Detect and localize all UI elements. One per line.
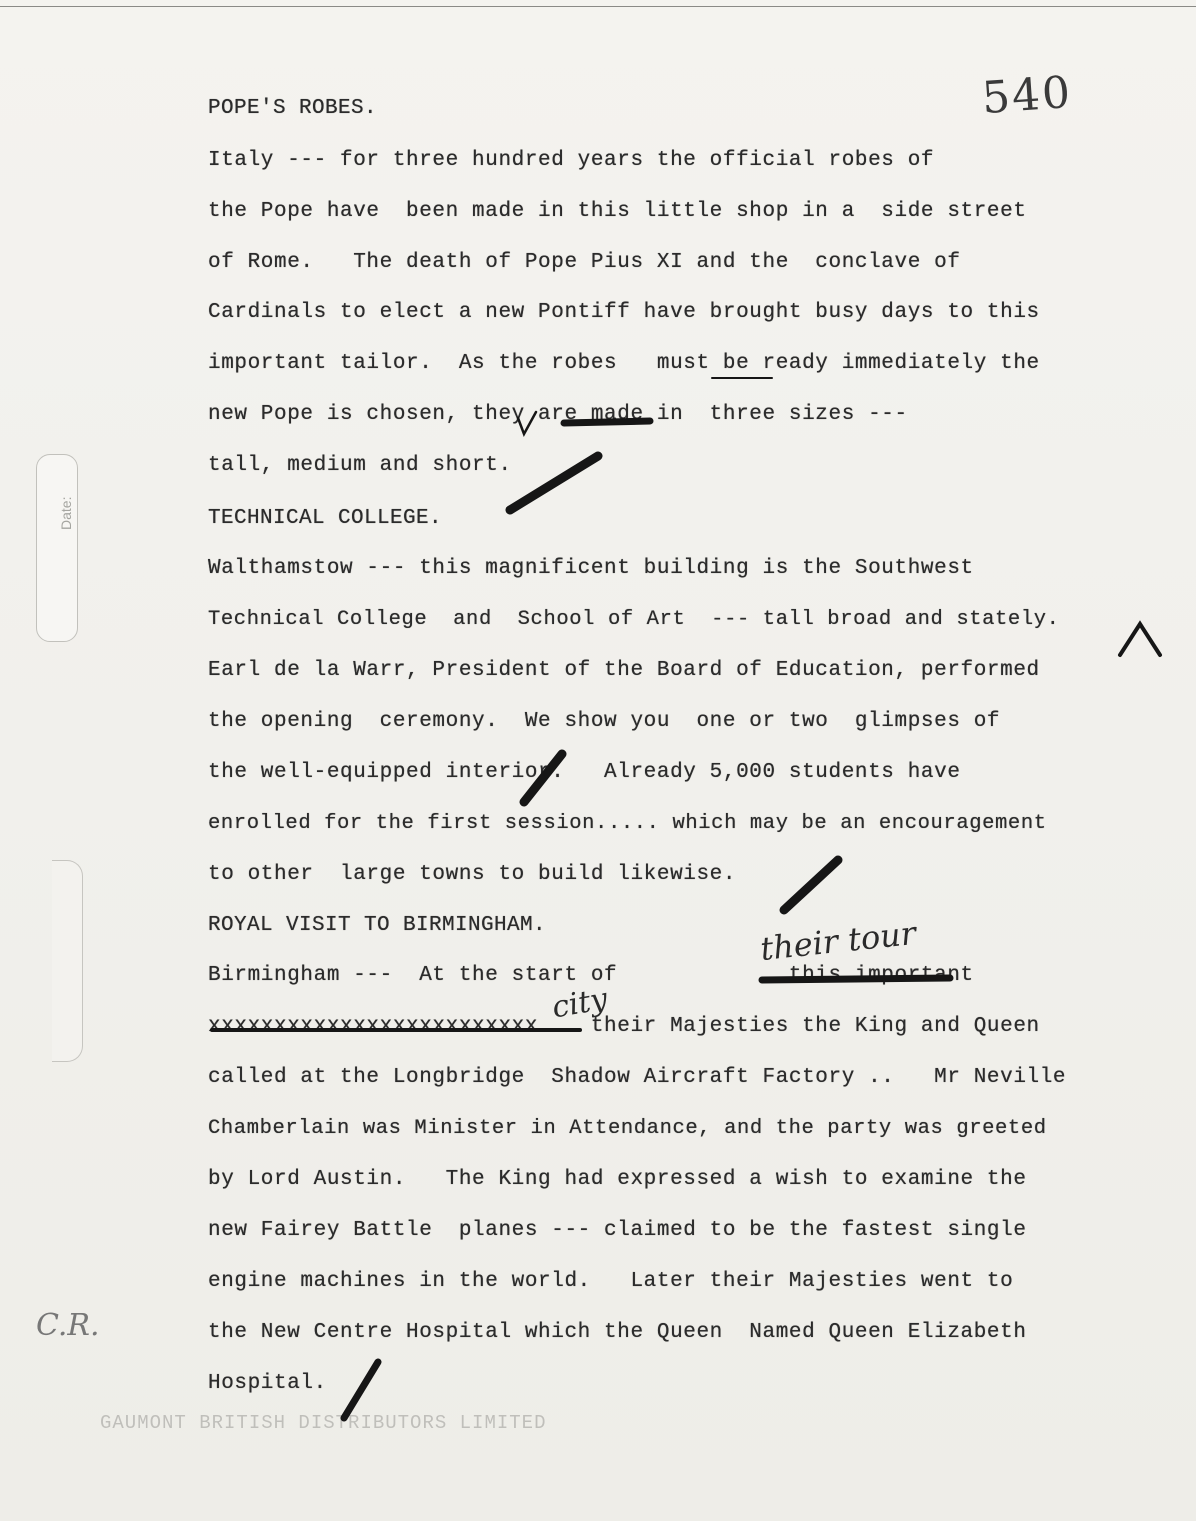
section-heading-technical-college: TECHNICAL COLLEGE. xyxy=(208,507,443,530)
date-stamp-label: Date: xyxy=(58,496,74,530)
page-number: 540 xyxy=(980,66,1074,125)
text-line: to other large towns to build likewise. xyxy=(208,863,737,886)
insert-caret xyxy=(518,412,536,434)
section-heading-royal-visit: ROYAL VISIT TO BIRMINGHAM. xyxy=(208,914,547,937)
handwritten-insert-city: city xyxy=(549,981,611,1026)
text-line: Hospital. xyxy=(208,1372,327,1395)
text-line: the New Centre Hospital which the Queen Named Queen Elizabeth xyxy=(208,1321,1027,1344)
text-line: called at the Longbridge Shadow Aircraft Factory .. Mr Neville xyxy=(208,1066,1067,1089)
text-line: new Pope is chosen, they are made in three sizes --- xyxy=(208,403,908,426)
text-line: Cardinals to elect a new Pontiff have brought busy days to this xyxy=(208,301,1040,324)
text-line: Technical College and School of Art --- tall broad and stately. xyxy=(208,608,1060,631)
margin-initials: C.R. xyxy=(36,1308,100,1343)
strikeout-the-visit xyxy=(762,978,950,980)
text-line: Birmingham --- At the start of this important xyxy=(208,964,974,987)
text-line: by Lord Austin. The King had expressed a wish to examine the xyxy=(208,1168,1027,1191)
text-line: the well-equipped interior. Already 5,000 students have xyxy=(208,761,961,784)
text-line: Earl de la Warr, President of the Board of Education, performed xyxy=(208,659,1040,682)
separator-slash-3 xyxy=(784,860,838,910)
text-line: enrolled for the first session..... which may be an encouragement xyxy=(208,812,1047,835)
text-line: Walthamstow --- this magnificent building is the Southwest xyxy=(208,557,974,580)
text-line: of Rome. The death of Pope Pius XI and the conclave of xyxy=(208,251,961,274)
text-line: Chamberlain was Minister in Attendance, and the party was greeted xyxy=(208,1117,1047,1140)
separator-slash-1 xyxy=(510,456,598,510)
section-heading-popes-robes: POPE'S ROBES. xyxy=(208,97,378,120)
text-line: engine machines in the world. Later their Majesties went to xyxy=(208,1270,1014,1293)
text-line: the Pope have been made in this little shop in a side street xyxy=(208,200,1027,223)
text-line: the opening ceremony. We show you one or two glimpses of xyxy=(208,710,1001,733)
text-line: tall, medium and short. xyxy=(208,454,512,477)
text-line: important tailor. As the robes must be ready immediately the xyxy=(208,352,1040,375)
strikeout-robes xyxy=(564,421,650,423)
footer-ghost-text: GAUMONT BRITISH DISTRIBUTORS LIMITED xyxy=(100,1412,547,1434)
handwritten-insert-their-tour: their tour xyxy=(758,913,918,969)
text-line: new Fairey Battle planes --- claimed to be the fastest single xyxy=(208,1219,1027,1242)
caret-mark xyxy=(1120,624,1160,655)
separator-slash-2 xyxy=(524,754,562,802)
separator-slash-4 xyxy=(344,1362,378,1418)
text-line: Italy --- for three hundred years the official robes of xyxy=(208,149,935,172)
text-line: xxxxxxxxxxxxxxxxxxxxxxxxx their Majesties the King and Queen xyxy=(208,1015,1040,1038)
